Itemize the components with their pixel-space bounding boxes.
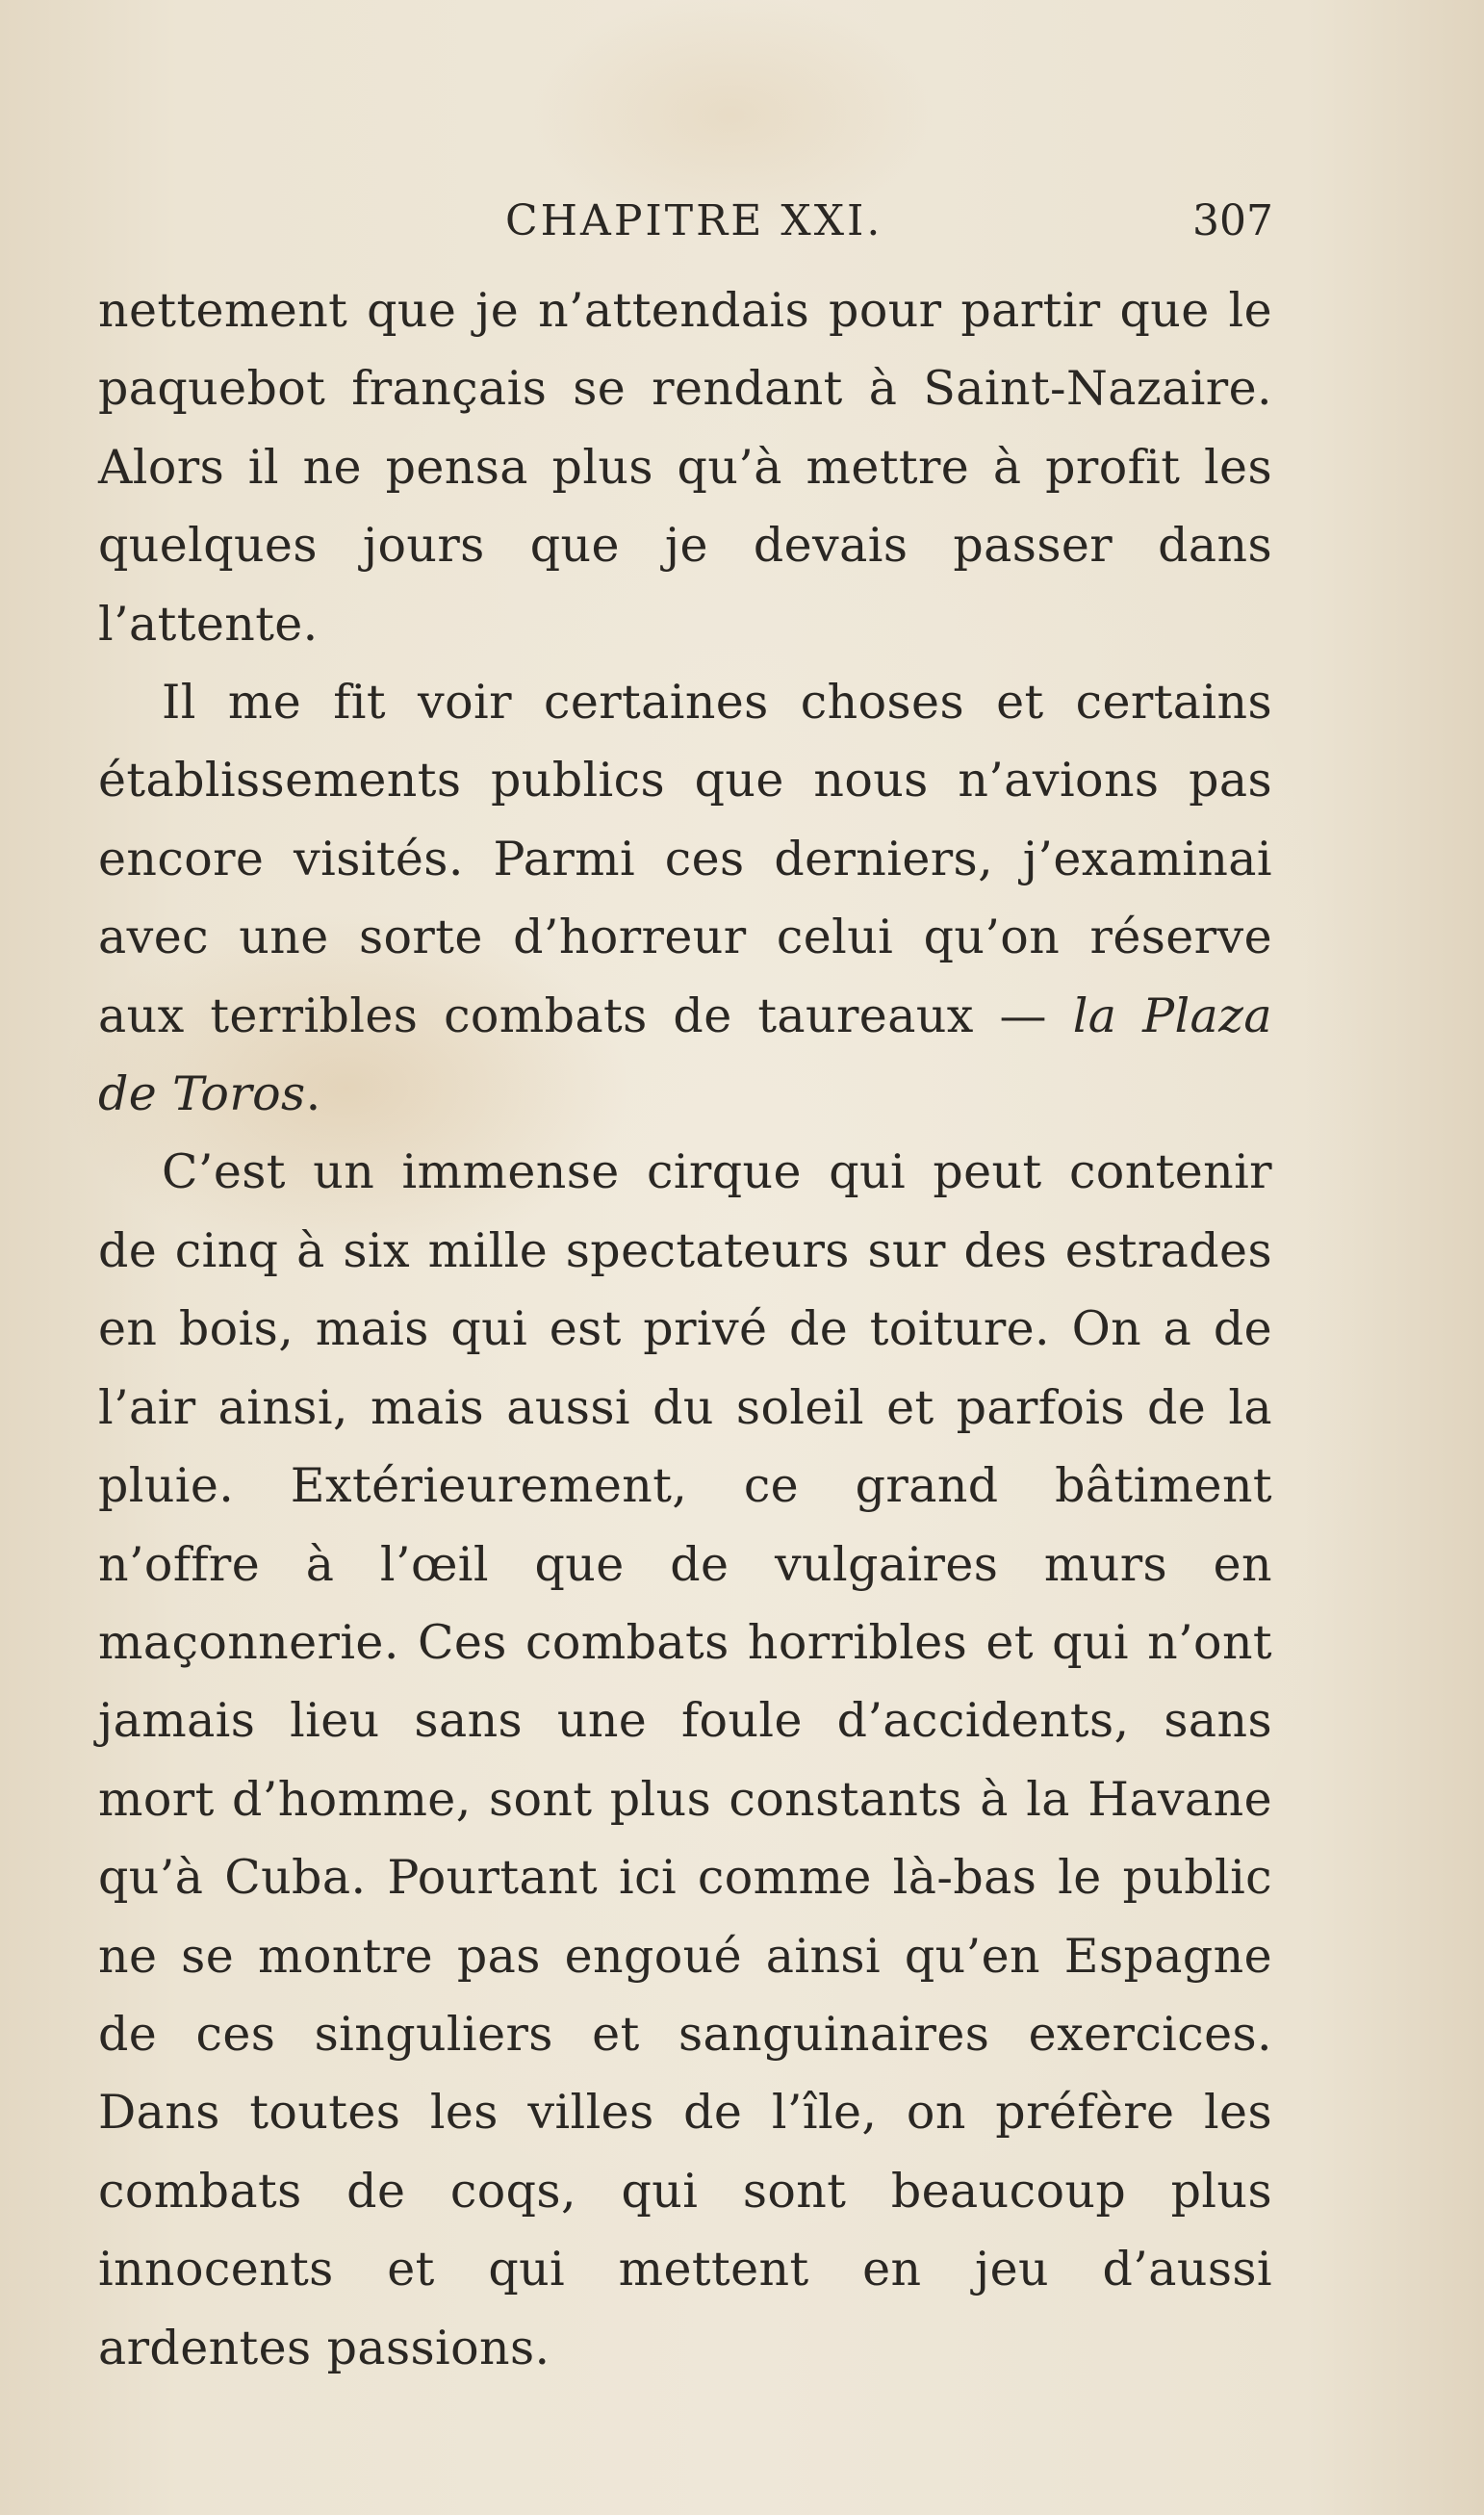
- paragraph-2-text: Il me fit voir certaines choses et certains établissements publics que nous n’avions pas encore visités. Parmi ces derniers, j’examinai avec une sorte d’horreur celui qu’on réserve aux terribles combats de taureaux —: [98, 675, 1272, 1043]
- paragraph-2: [98, 663, 1272, 1133]
- page-number: 307: [1192, 196, 1273, 245]
- paragraph-2-italic: la Plaza de Toros: [98, 988, 1272, 1122]
- paragraph-3: C’est un immense cirque qui peut contenir de cinq à six mille spectateurs sur des estrades en bois, mais qui est privé de toiture. On a de l’air ainsi, mais aussi du soleil et parfois de la pluie. Extérieurement, ce grand bâtiment n’offre à l’œil que de vulgaires murs en maçonnerie. Ces combats horribles et qui n’ont jamais lieu sans une foule d’accidents, sans mort d’homme, sont plus constants à la Havane qu’à Cuba. Pourtant ici comme là-bas le public ne se montre pas engoué ainsi qu’en Espagne de ces singuliers et sanguinaires exercices. Dans toutes les villes de l’île, on préfère les combats de coqs, qui sont beaucoup plus innocents et qui mettent en jeu d’aussi ardentes passions.: [98, 1144, 1272, 2375]
- body-text: [98, 271, 1272, 2387]
- paragraph-2-end: .: [305, 1066, 321, 1122]
- page-header: [101, 191, 1273, 252]
- running-title: CHAPITRE XXI.: [505, 196, 883, 245]
- paragraph-1: nettement que je n’attendais pour partir que le paquebot français se rendant à Saint-Nazaire. Alors il ne pensa plus qu’à mettre à profit les quelques jours que je devais passer dans l’attente.: [98, 283, 1272, 652]
